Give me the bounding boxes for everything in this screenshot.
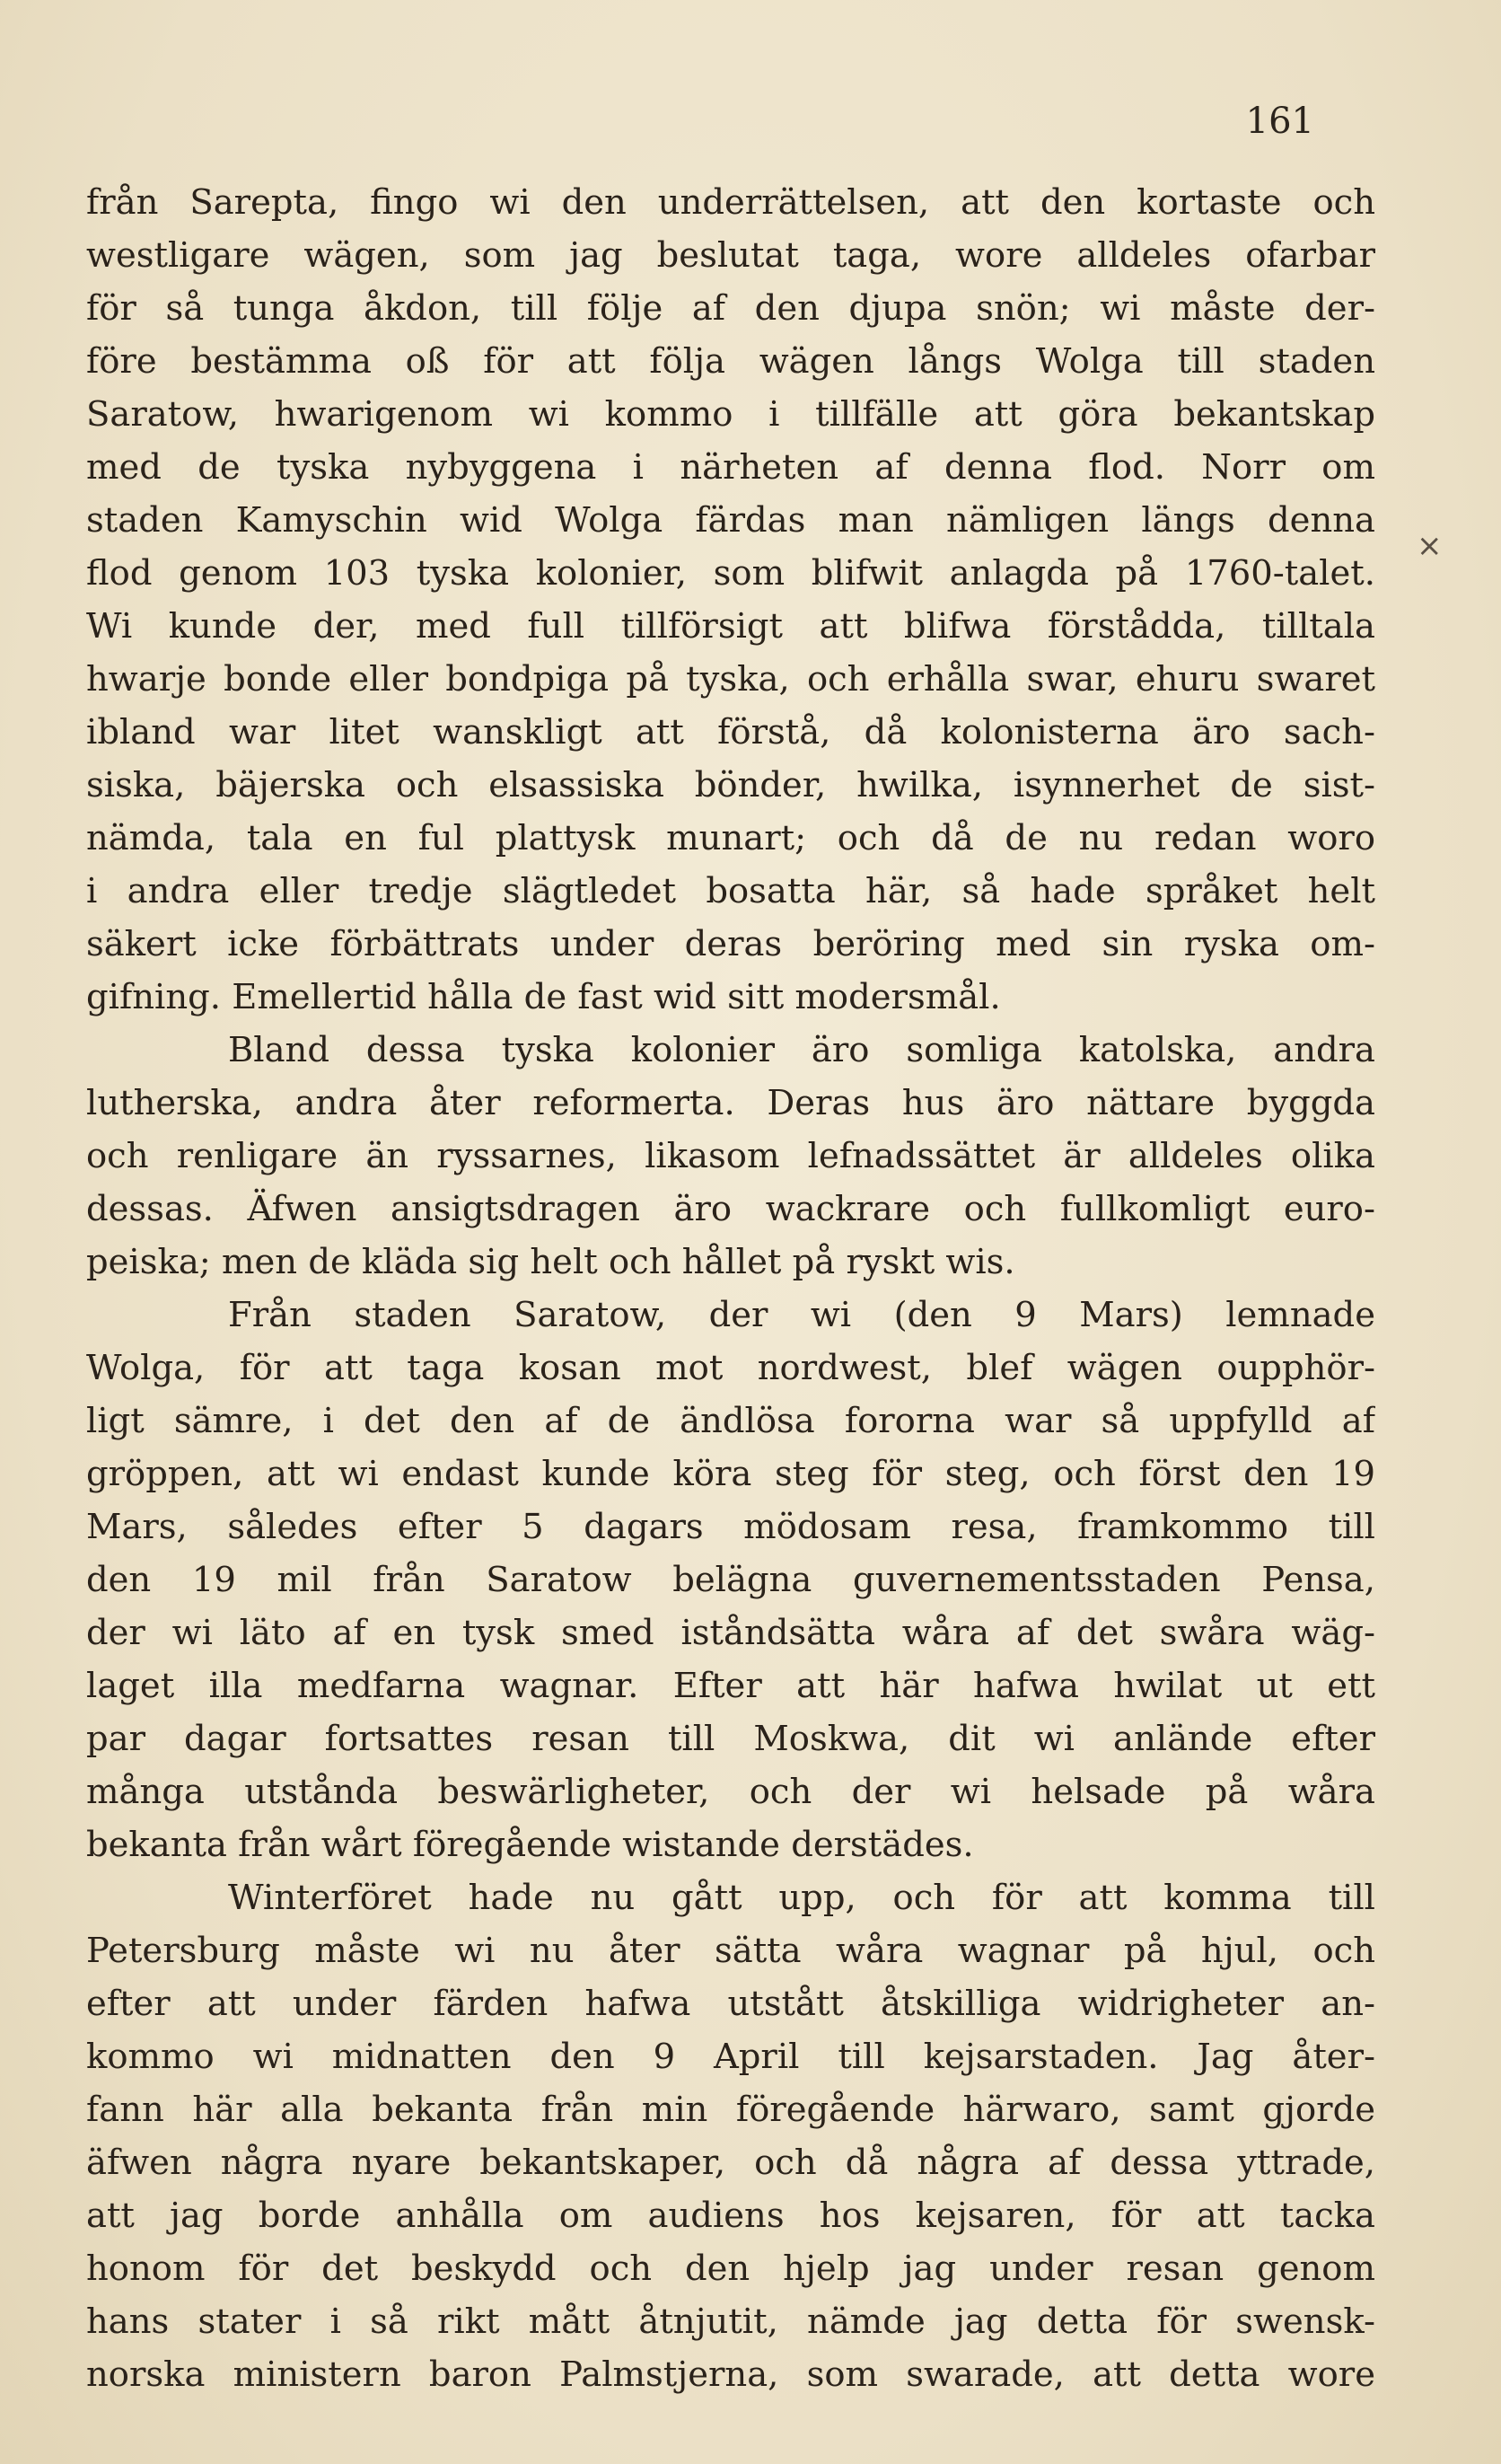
text-line: ibland war litet wanskligt att förstå, då kolonisterna äro sach- — [86, 712, 1375, 752]
text-line: gröppen, att wi endast kunde köra steg för steg, och först den 19 — [86, 1454, 1375, 1494]
text-line: Bland dessa tyska kolonier äro somliga katolska, andra — [228, 1030, 1375, 1070]
text-line: äfwen några nyare bekantskaper, och då några af dessa yttrade, — [86, 2143, 1375, 2183]
text-line: westligare wägen, som jag beslutat taga, wore alldeles ofarbar — [86, 235, 1375, 276]
text-line: honom för det beskydd och den hjelp jag under resan genom — [86, 2248, 1375, 2289]
text-line: från Sarepta, fingo wi den underrättelsen, att den kortaste och — [86, 182, 1375, 223]
text-line: hans stater i så rikt mått åtnjutit, nämde jag detta för swensk- — [86, 2301, 1375, 2342]
text-line: bekanta från wårt föregående wistande derstädes. — [86, 1825, 974, 1865]
text-line: med de tyska nybyggena i närheten af denna flod. Norr om — [86, 447, 1375, 488]
text-line: ligt sämre, i det den af de ändlösa fororna war så uppfylld af — [86, 1401, 1375, 1441]
text-line: norska ministern baron Palmstjerna, som swarade, att detta wore — [86, 2354, 1375, 2395]
text-line: Mars, således efter 5 dagars mödosam resa, framkommo till — [86, 1507, 1375, 1547]
text-line: fann här alla bekanta från min föregående härwaro, samt gjorde — [86, 2090, 1375, 2130]
text-line: nämda, tala en ful plattysk munart; och då de nu redan woro — [86, 818, 1375, 858]
text-line: och renligare än ryssarnes, likasom lefnadssättet är alldeles olika — [86, 1136, 1375, 1176]
text-line: gifning. Emellertid hålla de fast wid sitt modersmål. — [86, 977, 1001, 1017]
margin-mark: × — [1417, 528, 1443, 564]
text-line: för så tunga åkdon, till följe af den djupa snön; wi måste der- — [86, 288, 1375, 329]
text-line: Saratow, hwarigenom wi kommo i tillfälle att göra bekantskap — [86, 394, 1375, 435]
text-line: dessas. Äfwen ansigtsdragen äro wackrare och fullkomligt euro- — [86, 1189, 1375, 1229]
text-line: Från staden Saratow, der wi (den 9 Mars) lemnade — [228, 1295, 1375, 1335]
text-line: Winterföret hade nu gått upp, och för att komma till — [228, 1878, 1375, 1918]
text-line: lutherska, andra åter reformerta. Deras hus äro nättare byggda — [86, 1083, 1375, 1123]
text-line: efter att under färden hafwa utstått åtskilliga widrigheter an- — [86, 1984, 1375, 2024]
page-number: 161 — [1245, 101, 1314, 142]
text-line: kommo wi midnatten den 9 April till kejsarstaden. Jag åter- — [86, 2037, 1375, 2077]
text-line: staden Kamyschin wid Wolga färdas man nämligen längs denna — [86, 500, 1375, 541]
text-line: siska, bäjerska och elsassiska bönder, hwilka, isynnerhet de sist- — [86, 765, 1375, 805]
text-line: den 19 mil från Saratow belägna guvernementsstaden Pensa, — [86, 1560, 1375, 1600]
text-line: der wi läto af en tysk smed iståndsätta wåra af det swåra wäg- — [86, 1613, 1375, 1653]
text-line: i andra eller tredje slägtledet bosatta här, så hade språket helt — [86, 871, 1375, 911]
text-line: att jag borde anhålla om audiens hos kejsaren, för att tacka — [86, 2196, 1375, 2236]
text-line: laget illa medfarna wagnar. Efter att här hafwa hwilat ut ett — [86, 1666, 1375, 1706]
text-line: många utstånda beswärligheter, och der wi helsade på wåra — [86, 1772, 1375, 1812]
text-line: säkert icke förbättrats under deras beröring med sin ryska om- — [86, 924, 1375, 964]
text-line: hwarje bonde eller bondpiga på tyska, och erhålla swar, ehuru swaret — [86, 659, 1375, 700]
text-line: peiska; men de kläda sig helt och hållet på ryskt wis. — [86, 1242, 1015, 1282]
text-line: par dagar fortsattes resan till Moskwa, dit wi anlände efter — [86, 1719, 1375, 1759]
text-line: flod genom 103 tyska kolonier, som blifwit anlagda på 1760-talet. — [86, 553, 1375, 594]
text-line: Petersburg måste wi nu åter sätta wåra wagnar på hjul, och — [86, 1931, 1375, 1971]
text-line: Wi kunde der, med full tillförsigt att blifwa förstådda, tilltala — [86, 606, 1375, 647]
text-line: Wolga, för att taga kosan mot nordwest, blef wägen oupphör- — [86, 1348, 1375, 1388]
text-line: före bestämma oß för att följa wägen långs Wolga till staden — [86, 341, 1375, 382]
body-text — [86, 176, 1375, 2401]
